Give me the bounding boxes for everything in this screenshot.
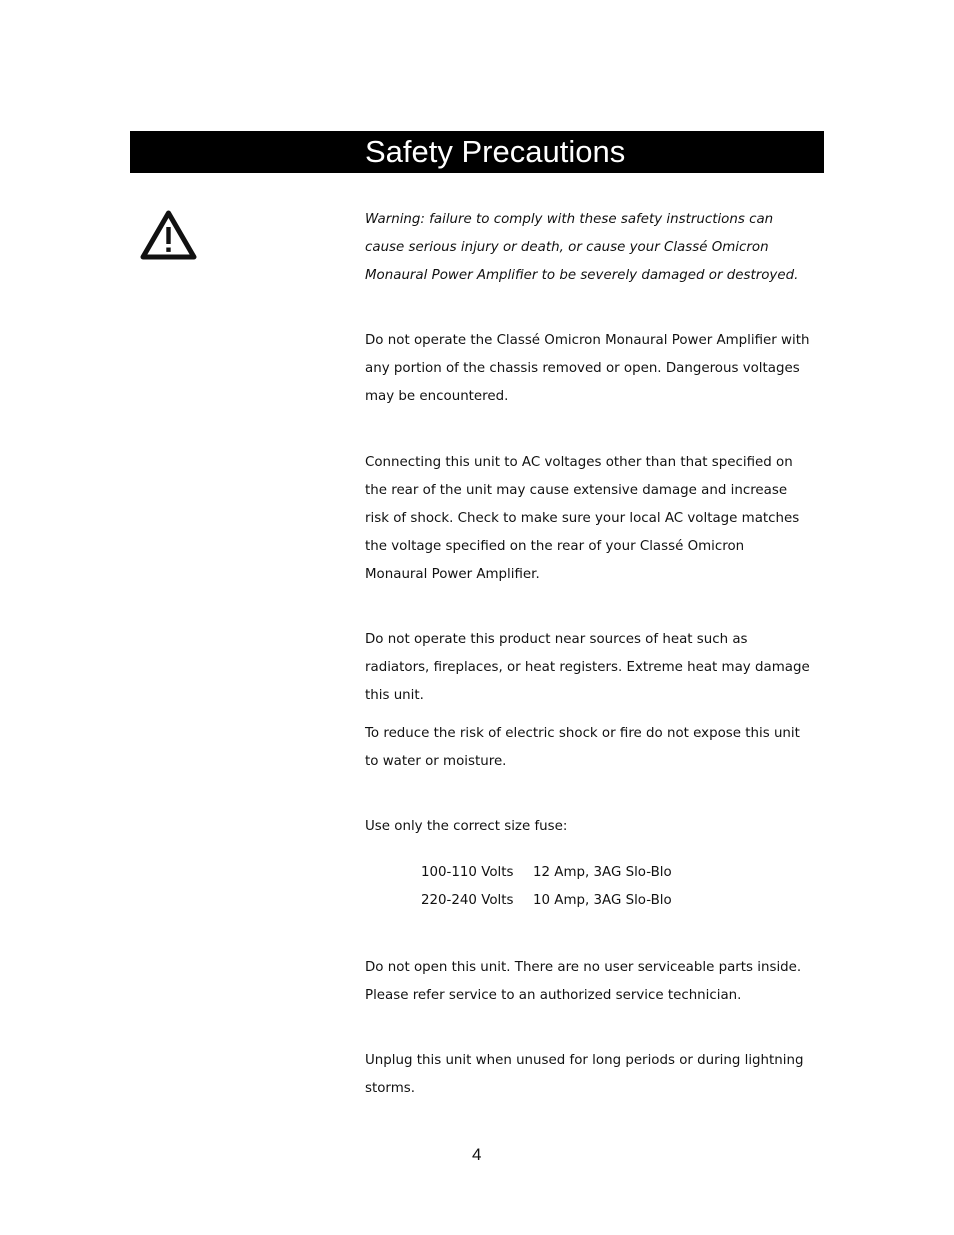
paragraph-unplug: Unplug this unit when unused for long periods or during lightning storms. — [365, 1053, 804, 1096]
fuse-volts: 220-240 Volts — [421, 893, 514, 908]
fuse-rating: 10 Amp, 3AG Slo-Blo — [533, 893, 672, 908]
fuse-rating: 12 Amp, 3AG Slo-Blo — [533, 865, 672, 880]
warning-triangle-icon — [139, 209, 198, 261]
paragraph-ac-voltage: Connecting this unit to AC voltages other than that specified on the rear of the unit may cause extensive damage and increase risk of shock. Check to make sure your local AC voltage matches the voltage specified on the rear of your Classé Omicron Monaural Power Amplifier. — [365, 455, 800, 582]
paragraph-moisture: To reduce the risk of electric shock or fire do not expose this unit to water or moisture. — [365, 726, 800, 769]
paragraph-service: Do not open this unit. There are no user serviceable parts inside. Please refer service to an authorized service technician. — [365, 960, 802, 1003]
fuse-volts: 100-110 Volts — [421, 865, 514, 880]
paragraph-fuse-intro: Use only the correct size fuse: — [365, 819, 568, 834]
page-number: 4 — [472, 1145, 482, 1164]
paragraph-chassis: Do not operate the Classé Omicron Monaural Power Amplifier with any portion of the chassis removed or open. Dangerous voltages may be encountered. — [365, 333, 810, 404]
fuse-row — [421, 887, 672, 915]
paragraph-heat: Do not operate this product near sources of heat such as radiators, fireplaces, or heat registers. Extreme heat may damage this unit. — [365, 632, 810, 703]
fuse-row — [421, 859, 672, 887]
title-bar — [130, 131, 824, 173]
warning-text: Warning: failure to comply with these safety instructions can cause serious injury or death, or cause your Classé Omicron Monaural Power Amplifier to be severely damaged or destroyed. — [365, 212, 799, 283]
page-title: Safety Precautions — [365, 134, 626, 169]
